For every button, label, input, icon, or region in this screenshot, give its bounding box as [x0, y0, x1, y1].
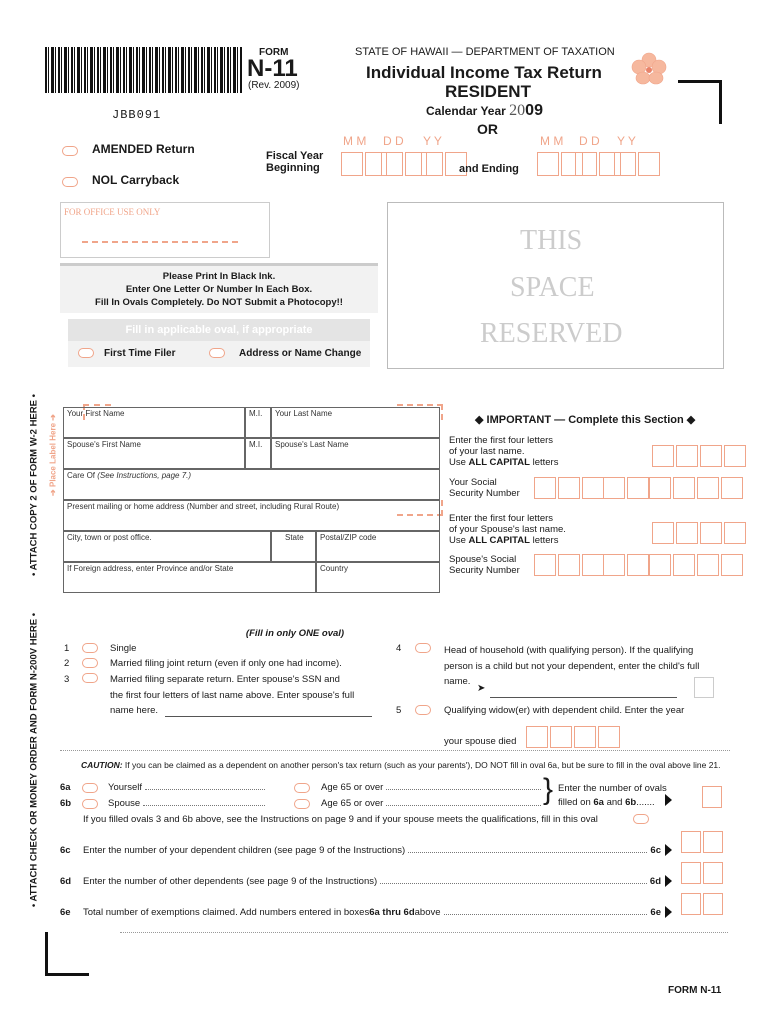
- city-label: City, town or post office.: [67, 533, 152, 542]
- enter-ovals-text: Enter the number of ovals filled on 6a and 6b.......: [558, 783, 667, 808]
- form-label: FORM: [259, 47, 289, 58]
- status-5-num: 5: [396, 705, 402, 716]
- calendar-year: Calendar Year 2009: [426, 102, 543, 119]
- status-1-oval[interactable]: [82, 643, 98, 653]
- end-mm-label: M M: [540, 134, 564, 148]
- first-time-label: First Time Filer: [104, 348, 176, 359]
- spouse-letter-boxes[interactable]: [652, 522, 748, 544]
- divider-1: [60, 750, 730, 751]
- age65b-oval[interactable]: [294, 799, 310, 809]
- or-label: OR: [477, 121, 498, 137]
- reserved-space: SPACE: [510, 272, 595, 303]
- spouse-oval[interactable]: [82, 799, 98, 809]
- line-6d-row: Enter the number of other dependents (see page 9 of the Instructions) 6d: [83, 876, 661, 887]
- begin-yy-label: Y Y: [423, 134, 442, 148]
- title-line2: RESIDENT: [445, 82, 531, 101]
- instructions-box: [60, 263, 378, 313]
- spouse-full-name-line[interactable]: [165, 716, 372, 717]
- place-label-text: ➔ Place Label Here ➔: [48, 414, 58, 496]
- arrow-6c: [665, 844, 672, 856]
- age65a-row: Age 65 or over: [321, 782, 544, 793]
- status-1-num: 1: [64, 643, 70, 654]
- state-label: State: [285, 533, 304, 542]
- box-6c[interactable]: [681, 831, 725, 853]
- country-label: Country: [320, 564, 349, 573]
- amended-label: AMENDED Return: [92, 142, 195, 156]
- barcode-code: JBB091: [112, 108, 162, 122]
- last-name-letter-boxes[interactable]: [652, 445, 748, 467]
- spouse-last-label: Spouse's Last Name: [275, 440, 349, 449]
- box-6ab[interactable]: [702, 786, 722, 808]
- spouse-ssn-boxes-1[interactable]: [534, 554, 606, 576]
- hoh-arrow: ➤: [477, 683, 486, 694]
- first-time-oval[interactable]: [78, 348, 94, 358]
- care-of-label: Care Of (See Instructions, page 7.): [67, 471, 192, 480]
- spouse-last-name-instr: Enter the first four letters of your Spouse's last name. Use ALL CAPITAL letters: [449, 513, 566, 546]
- fiscal-year-label: Fiscal Year Beginning: [266, 150, 324, 174]
- spouse-first-label: Spouse's First Name: [67, 440, 141, 449]
- amended-oval[interactable]: [62, 146, 78, 156]
- nol-label: NOL Carryback: [92, 173, 180, 187]
- line-6e-row: Total number of exemptions claimed. Add numbers entered in boxes 6a thru 6d above 6e: [83, 907, 661, 918]
- ssn-label: Your Social Security Number: [449, 477, 520, 499]
- spouse-row: Spouse: [108, 798, 268, 809]
- status-5-text: Qualifying widow(er) with dependent child. Enter the year: [444, 705, 685, 716]
- end-dd-label: D D: [579, 134, 600, 148]
- box-6d[interactable]: [681, 862, 725, 884]
- status-5-year-label: your spouse died: [444, 736, 517, 747]
- filing-header: (Fill in only ONE oval): [245, 628, 345, 639]
- spouse-ssn-boxes-2[interactable]: [603, 554, 651, 576]
- end-year-boxes[interactable]: [614, 152, 662, 176]
- important-title: ◆ IMPORTANT — Complete this Section ◆: [475, 414, 696, 426]
- and-ending-label: and Ending: [459, 163, 519, 175]
- attach-w2-text: • ATTACH COPY 2 OF FORM W-2 HERE •: [28, 394, 40, 576]
- status-4-text: Head of household (with qualifying person). If the qualifying person is a child but not your dependent, enter the child's full name.: [444, 645, 700, 687]
- spouse-ssn-boxes-3[interactable]: [649, 554, 745, 576]
- status-3-text: Married filing separate return. Enter spouse's SSN and the first four letters of last name above. Enter spouse's full name here.: [110, 674, 355, 716]
- hibiscus-logo: [631, 52, 667, 86]
- line-6d-num: 6d: [60, 876, 72, 887]
- last-name-label: Your Last Name: [275, 409, 333, 418]
- status-5-oval[interactable]: [415, 705, 431, 715]
- divider-2: [120, 932, 728, 933]
- arrow-6d: [665, 875, 672, 887]
- spouse-ssn-label: Spouse's Social Security Number: [449, 554, 520, 576]
- agency: STATE OF HAWAII — DEPARTMENT OF TAXATION: [355, 46, 615, 58]
- barcode: [45, 47, 243, 93]
- office-use-dashes: [82, 241, 238, 243]
- end-yy-label: Y Y: [617, 134, 636, 148]
- begin-mm-label: M M: [343, 134, 367, 148]
- applicable-header: Fill in applicable oval, if appropriate: [68, 319, 370, 341]
- line-6b-num: 6b: [60, 798, 72, 809]
- line-6c-row: Enter the number of your dependent children (see page 9 of the Instructions) 6c: [83, 845, 661, 856]
- instruction-line2: Enter One Letter Or Number In Each Box.: [125, 284, 313, 295]
- instruction-line3: Fill In Ovals Completely. Do NOT Submit a Photocopy!!: [95, 297, 343, 308]
- begin-dd-label: D D: [383, 134, 404, 148]
- status-2-num: 2: [64, 658, 70, 669]
- reserved-this: THIS: [520, 225, 583, 256]
- status-1-label: Single: [110, 643, 137, 654]
- caution-text: CAUTION: If you can be claimed as a dependent on another person's tax return (such as your parents'), DO NOT fill in oval 6a, but be sure to fill in the oval above line 21.: [81, 760, 721, 770]
- child-box[interactable]: [694, 677, 714, 698]
- box-6e[interactable]: [681, 893, 725, 915]
- revision: (Rev. 2009): [248, 80, 300, 91]
- yourself-oval[interactable]: [82, 783, 98, 793]
- ssn-boxes-3[interactable]: [649, 477, 745, 499]
- zip-label: Postal/ZIP code: [320, 533, 377, 542]
- foreign-label: If Foreign address, enter Province and/or State: [67, 564, 234, 573]
- instruction-line1: Please Print In Black Ink.: [162, 271, 276, 282]
- corner-mark-bottom: [45, 932, 89, 976]
- form-number: N-11: [247, 55, 298, 82]
- office-use-label: FOR OFFICE USE ONLY: [64, 207, 161, 217]
- brace: }: [543, 773, 554, 806]
- child-name-line[interactable]: [490, 697, 677, 698]
- ssn-boxes-1[interactable]: [534, 477, 606, 499]
- status-4-oval[interactable]: [415, 643, 431, 653]
- arrow-6ab: [665, 794, 672, 806]
- spouse-mi-label: M.I.: [249, 440, 263, 449]
- yourself-row: Yourself: [108, 782, 268, 793]
- mailing-address-label: Present mailing or home address (Number and street, including Rural Route): [67, 502, 340, 511]
- address-change-label: Address or Name Change: [239, 348, 362, 359]
- status-3-oval[interactable]: [82, 673, 98, 683]
- line-6a-num: 6a: [60, 782, 71, 793]
- status-2-oval[interactable]: [82, 658, 98, 668]
- line-6c-num: 6c: [60, 845, 71, 856]
- first-name-label: Your First Name: [67, 409, 125, 418]
- qualification-oval[interactable]: [633, 814, 649, 824]
- corner-mark-top: [678, 80, 722, 124]
- age65b-row: Age 65 or over: [321, 798, 544, 809]
- status-2-label: Married filing joint return (even if only one had income).: [110, 658, 342, 669]
- footer-form-id: FORM N-11: [668, 985, 722, 996]
- age65a-oval[interactable]: [294, 783, 310, 793]
- nol-oval[interactable]: [62, 177, 78, 187]
- status-4-num: 4: [396, 643, 402, 654]
- line-6e-num: 6e: [60, 907, 71, 918]
- reserved-reserved: RESERVED: [480, 318, 623, 349]
- spouse-died-year-boxes[interactable]: [526, 726, 622, 748]
- status-3-num: 3: [64, 674, 70, 685]
- last-name-instr: Enter the first four letters of your last name. Use ALL CAPITAL letters: [449, 435, 559, 468]
- title-line1: Individual Income Tax Return: [366, 63, 602, 82]
- mi-label: M.I.: [249, 409, 263, 418]
- attach-check-text: • ATTACH CHECK OR MONEY ORDER AND FORM N-200V HERE •: [28, 612, 40, 908]
- ssn-boxes-2[interactable]: [603, 477, 651, 499]
- qualification-note: If you filled ovals 3 and 6b above, see the Instructions on page 9 and if your spouse meets the qualifications, fill in this oval: [83, 814, 598, 825]
- arrow-6e: [665, 906, 672, 918]
- address-change-oval[interactable]: [209, 348, 225, 358]
